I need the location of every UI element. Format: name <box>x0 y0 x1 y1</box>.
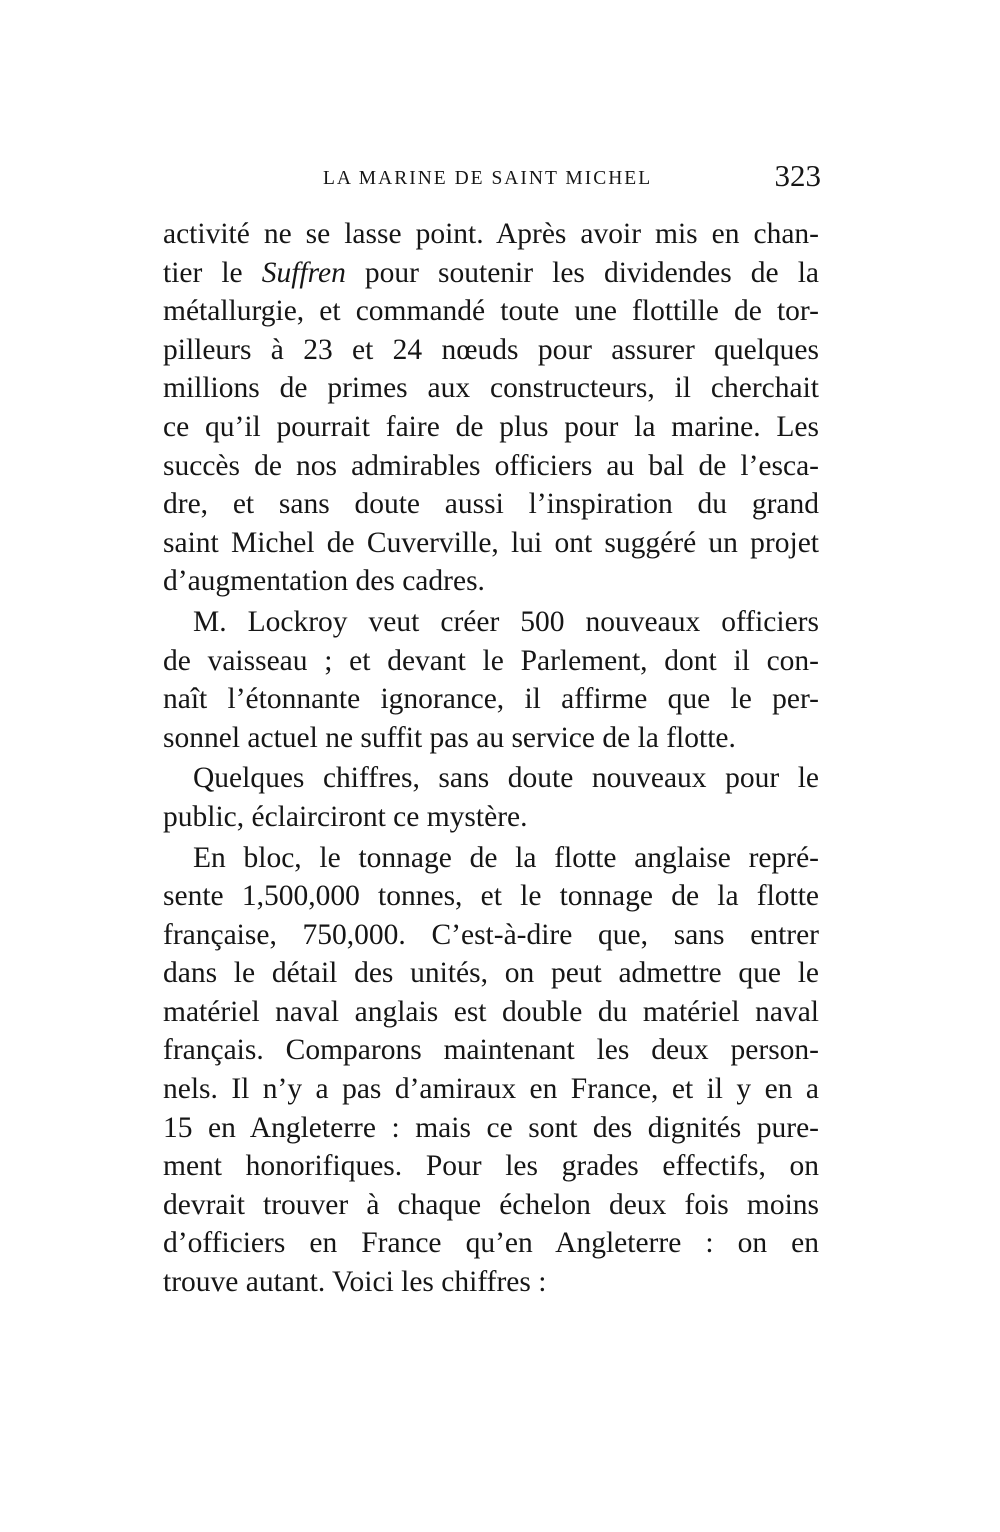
text-line: public, éclairciront ce mystère. <box>163 800 528 833</box>
text-line: succès de nos admirables officiers au bal de l’esca- <box>163 449 819 482</box>
text-line: de vaisseau ; et devant le Parlement, dont il con- <box>163 644 819 677</box>
text-line: ment honorifiques. Pour les grades effectifs, on <box>163 1150 819 1183</box>
text-line: dans le détail des unités, on peut admettre que le <box>163 957 819 990</box>
text-line: français. Comparons maintenant les deux person- <box>163 1034 819 1067</box>
running-title: LA MARINE DE SAINT MICHEL <box>323 168 653 189</box>
text-line: française, 750,000. C’est-à-dire que, sans entrer <box>163 918 819 951</box>
text-line: naît l’étonnante ignorance, il affirme que le per- <box>163 683 819 716</box>
text-line: d’officiers en France qu’en Angleterre : on en <box>163 1227 819 1260</box>
body-text <box>163 215 819 1302</box>
text-line: M. Lockroy veut créer 500 nouveaux officiers <box>193 605 819 638</box>
text-line: sonnel actuel ne suffit pas au service de la flotte. <box>163 721 736 754</box>
text-line: nels. Il n’y a pas d’amiraux en France, et il y en a <box>163 1073 819 1106</box>
text-line: dre, et sans doute aussi l’inspiration du grand <box>163 488 819 521</box>
text-line: ce qu’il pourrait faire de plus pour la marine. Les <box>163 410 819 443</box>
text-line: 15 en Angleterre : mais ce sont des dignités pure- <box>163 1111 819 1144</box>
text-line: matériel naval anglais est double du matériel naval <box>163 995 819 1028</box>
text-line: pilleurs à 23 et 24 nœuds pour assurer quelques <box>163 333 819 366</box>
text-line: trouve autant. Voici les chiffres : <box>163 1266 547 1299</box>
running-head <box>163 158 823 198</box>
text-line: En bloc, le tonnage de la flotte anglaise repré- <box>193 841 819 874</box>
text-line: métallurgie, et commandé toute une flottille de tor- <box>163 295 819 328</box>
paragraph <box>163 759 819 836</box>
text-line: millions de primes aux constructeurs, il cherchait <box>163 372 819 405</box>
text-line: devrait trouver à chaque échelon deux fois moins <box>163 1188 819 1221</box>
text-line: tier le Suffren pour soutenir les dividendes de la <box>163 256 819 289</box>
text-line: d’augmentation des cadres. <box>163 565 485 598</box>
text-line: saint Michel de Cuverville, lui ont suggéré un projet <box>163 526 819 559</box>
ship-name: Suffren <box>261 256 346 289</box>
paragraph <box>163 603 819 757</box>
text-line: sente 1,500,000 tonnes, et le tonnage de la flotte <box>163 880 819 913</box>
paragraph <box>163 215 819 601</box>
text-line: Quelques chiffres, sans doute nouveaux pour le <box>193 762 819 795</box>
text-line: activité ne se lasse point. Après avoir mis en chan- <box>163 218 819 250</box>
paragraph <box>163 839 819 1302</box>
page-number: 323 <box>774 158 821 193</box>
